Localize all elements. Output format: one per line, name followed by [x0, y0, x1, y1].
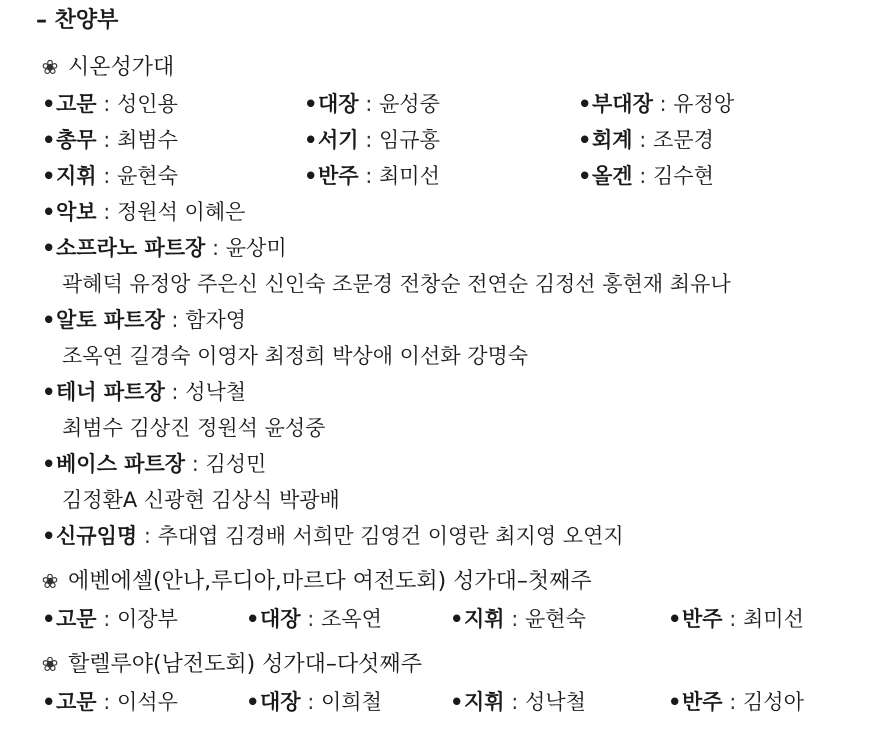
- officer-entry: •대장 : 이희철: [246, 690, 382, 714]
- officer-entry: •대장 : 조옥연: [246, 607, 382, 631]
- group-title-ebenezer: [38, 566, 592, 597]
- officer-entry: •서기 : 임규홍: [304, 128, 440, 152]
- section-title: – 찬양부: [36, 8, 119, 33]
- part-leader-row: •베이스 파트장 : 김성민: [42, 452, 267, 476]
- part-members: 곽혜덕 유정앙 주은신 신인숙 조문경 전창순 전연순 김정선 홍현재 최유나: [62, 272, 731, 296]
- officer-entry: •지휘 : 윤현숙: [42, 164, 178, 188]
- officer-entry: •총무 : 최범수: [42, 128, 178, 152]
- group-name: 할렐루야(남전도회) 성가대–다섯째주: [68, 652, 422, 677]
- officer-row: [42, 604, 862, 634]
- akbo-row: [42, 197, 862, 227]
- officer-row: [42, 125, 862, 155]
- group-title-zion: [38, 52, 174, 83]
- officer-entry: •지휘 : 윤현숙: [450, 607, 586, 631]
- officer-entry: •대장 : 윤성중: [304, 92, 440, 116]
- part-leader-row: •소프라노 파트장 : 윤상미: [42, 236, 287, 260]
- group-name: 에벤에셀(안나,루디아,마르다 여전도회) 성가대–첫째주: [68, 569, 592, 594]
- part-leader-row: •테너 파트장 : 성낙철: [42, 380, 247, 404]
- part-members: 김정환A 신광현 김상식 박광배: [62, 488, 340, 512]
- officer-entry: •회계 : 조문경: [578, 128, 714, 152]
- part-members: 조옥연 길경숙 이영자 최정희 박상애 이선화 강명숙: [62, 344, 529, 368]
- officer-row: [42, 161, 862, 191]
- part-leader-row: •알토 파트장 : 함자영: [42, 308, 247, 332]
- flower-icon: ❀: [41, 55, 59, 79]
- officer-entry: •반주 : 최미선: [668, 607, 804, 631]
- new-appointments-row: •신규임명 : 추대엽 김경배 서희만 김영건 이영란 최지영 오연지: [42, 524, 624, 548]
- officer-row: [42, 89, 862, 119]
- officer-entry: •고문 : 이석우: [42, 690, 178, 714]
- flower-icon: ❀: [41, 569, 59, 593]
- officer-entry: •고문 : 성인용: [42, 92, 178, 116]
- officer-entry: •반주 : 최미선: [304, 164, 440, 188]
- officer-entry: •올겐 : 김수현: [578, 164, 714, 188]
- officer-entry: •지휘 : 성낙철: [450, 690, 586, 714]
- officer-entry: •고문 : 이장부: [42, 607, 178, 631]
- officer-row: [42, 687, 862, 717]
- officer-entry: •악보 : 정원석 이혜은: [42, 200, 246, 224]
- officer-entry: •부대장 : 유정앙: [578, 92, 735, 116]
- flower-icon: ❀: [41, 652, 59, 676]
- group-title-hallelujah: [38, 649, 422, 680]
- part-members: 최범수 김상진 정원석 윤성중: [62, 416, 326, 440]
- officer-entry: •반주 : 김성아: [668, 690, 804, 714]
- group-name: 시온성가대: [68, 55, 175, 80]
